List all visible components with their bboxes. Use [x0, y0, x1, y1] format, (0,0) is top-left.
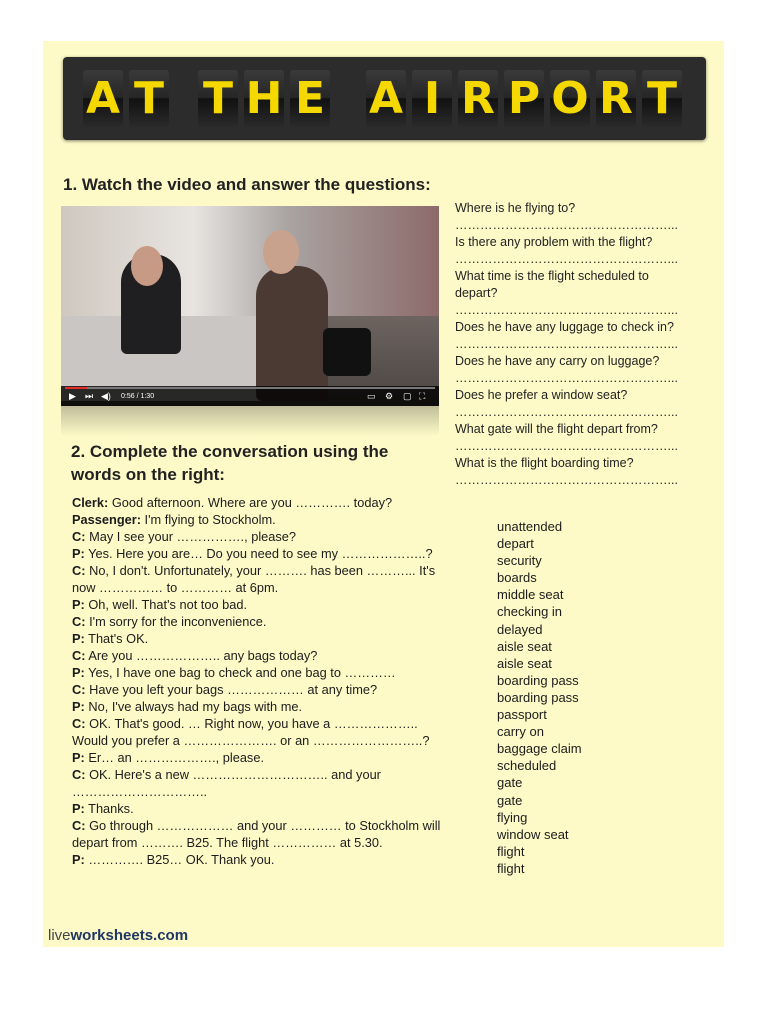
question: What time is the flight scheduled to depart?	[455, 269, 649, 300]
answer-blank[interactable]: ……………………………………………...	[455, 439, 678, 453]
progress-track[interactable]	[65, 387, 435, 389]
answer-blank[interactable]: ……………………………………………...	[455, 218, 678, 232]
word-option[interactable]: gate	[497, 775, 523, 791]
title-letter: I	[412, 70, 452, 127]
dialogue-line: P: That's OK.	[72, 631, 149, 646]
fullscreen-icon[interactable]: ⛶	[419, 391, 426, 401]
section2-heading: 2. Complete the conversation using the words on the right:	[71, 442, 389, 484]
answer-blank[interactable]: ……………………………………………...	[455, 405, 678, 419]
question: What is the flight boarding time?	[455, 456, 634, 470]
video-controls	[61, 386, 439, 406]
section1-heading: 1. Watch the video and answer the questions:	[63, 175, 431, 194]
dialogue-line: C: Go through ……………… and your ………… to Stockholm will depart from ………. B25. The flight …………… at 5.30.	[72, 818, 441, 850]
answer-blank[interactable]: ……………………………………………...	[455, 337, 678, 351]
dialogue-line: P: No, I've always had my bags with me.	[72, 699, 303, 714]
word-option[interactable]: checking in	[497, 604, 563, 620]
word-option[interactable]: depart	[497, 536, 534, 552]
answer-blank[interactable]: ……………………………………………...	[455, 473, 678, 487]
dialogue-line: P: Thanks.	[72, 801, 134, 816]
word-bank	[497, 518, 582, 877]
dialogue-line: P: Yes. Here you are… Do you need to see my ………………..?	[72, 546, 433, 561]
word-option[interactable]: aisle seat	[497, 655, 552, 671]
question: Does he have any carry on luggage?	[455, 354, 660, 368]
title-letter: T	[642, 70, 682, 127]
dialogue-line: P: Er… an ………………., please.	[72, 750, 265, 765]
word-option[interactable]: boarding pass	[497, 689, 579, 705]
video-player[interactable]	[61, 206, 439, 406]
question: What gate will the flight depart from?	[455, 422, 658, 436]
dialogue-line: C: No, I don't. Unfortunately, your ………. has been ………... It's now …………… to ………… at 6pm.	[72, 563, 436, 595]
word-option[interactable]: boarding pass	[497, 672, 579, 688]
conversation	[72, 494, 442, 868]
word-option[interactable]: security	[497, 553, 542, 569]
liveworksheets-logo[interactable]: liveworksheets.com	[48, 927, 189, 944]
video-reflection	[61, 406, 439, 436]
question: Does he prefer a window seat?	[455, 388, 628, 402]
word-option[interactable]: flight	[497, 860, 525, 876]
word-option[interactable]: window seat	[497, 826, 569, 842]
title-banner	[63, 57, 706, 140]
question: Is there any problem with the flight?	[455, 235, 653, 249]
dialogue-line: Clerk: Good afternoon. Where are you …………. today?	[72, 495, 393, 510]
volume-icon[interactable]: ◀)	[101, 391, 111, 401]
title-letter: T	[129, 70, 169, 127]
video-time: 0:56 / 1:30	[121, 393, 155, 400]
word-option[interactable]: aisle seat	[497, 638, 552, 654]
word-option[interactable]: scheduled	[497, 758, 557, 774]
word-option[interactable]: flight	[497, 843, 525, 859]
title-letter: E	[290, 70, 330, 127]
title-letter: P	[504, 70, 544, 127]
questions-list	[455, 200, 715, 489]
dialogue-line: C: OK. That's good. … Right now, you have a ……………….. Would you prefer a …………………. or an ……………………..?	[72, 716, 430, 748]
word-option[interactable]: boards	[497, 570, 537, 586]
dialogue-line: P: Yes, I have one bag to check and one bag to …………	[72, 665, 396, 680]
question: Does he have any luggage to check in?	[455, 320, 674, 334]
dialogue-line: P: Oh, well. That's not too bad.	[72, 597, 248, 612]
dialogue-line: C: May I see your ……………., please?	[72, 529, 297, 544]
dialogue-line: P: …………. B25… OK. Thank you.	[72, 852, 275, 867]
next-icon[interactable]: ⏭	[85, 391, 94, 401]
title-letter: A	[366, 70, 406, 127]
word-option[interactable]: gate	[497, 792, 523, 808]
word-option[interactable]: baggage claim	[497, 741, 582, 757]
word-option[interactable]: middle seat	[497, 587, 564, 603]
dialogue-line: C: OK. Here's a new ………………………….. and your …………………………..	[72, 767, 381, 799]
title-letter: T	[198, 70, 238, 127]
captions-icon[interactable]: ▭	[367, 391, 376, 401]
title-letter: R	[458, 70, 498, 127]
word-option[interactable]: delayed	[497, 621, 543, 637]
dialogue-line: C: I'm sorry for the inconvenience.	[72, 614, 267, 629]
progress-fill	[65, 387, 87, 389]
dialogue-line: Passenger: I'm flying to Stockholm.	[72, 512, 276, 527]
dialogue-line: C: Have you left your bags ……………… at any time?	[72, 682, 378, 697]
miniplayer-icon[interactable]: ▢	[403, 391, 412, 401]
title-letter: A	[83, 70, 123, 127]
word-option[interactable]: flying	[497, 809, 528, 825]
gear-icon[interactable]: ⚙	[385, 391, 394, 401]
answer-blank[interactable]: ……………………………………………...	[455, 371, 678, 385]
word-option[interactable]: carry on	[497, 724, 544, 740]
title-letter: R	[596, 70, 636, 127]
play-icon[interactable]: ▶	[69, 391, 76, 401]
word-option[interactable]: passport	[497, 707, 547, 723]
question: Where is he flying to?	[455, 201, 576, 215]
dialogue-line: C: Are you ……………….. any bags today?	[72, 648, 318, 663]
answer-blank[interactable]: ……………………………………………...	[455, 303, 678, 317]
title-letter: H	[244, 70, 284, 127]
title-letter: O	[550, 70, 590, 127]
word-option[interactable]: unattended	[497, 519, 563, 534]
answer-blank[interactable]: ……………………………………………...	[455, 252, 678, 266]
